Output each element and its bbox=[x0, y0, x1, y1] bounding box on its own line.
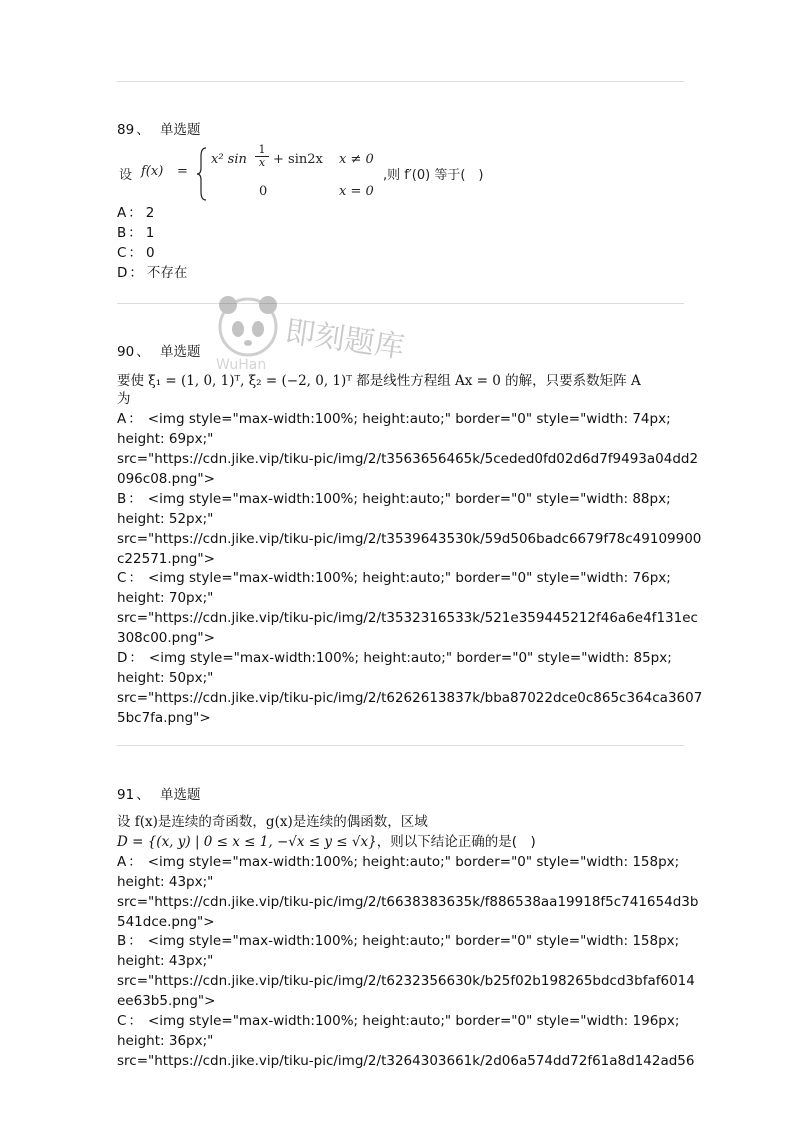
question-number: 91 bbox=[117, 787, 135, 803]
option-text-line: 308c00.png"> bbox=[117, 630, 215, 646]
divider-top bbox=[117, 81, 684, 82]
option-text: 不存在 bbox=[146, 265, 188, 281]
question-90-stem-line1: 要使 ξ₁ = (1, 0, 1)ᵀ, ξ₂ = (−2, 0, 1)ᵀ 都是线性方程组 Ax = 0 的解，只要系数矩阵 A bbox=[117, 373, 641, 389]
option-text-line: height: 43px;" bbox=[117, 953, 214, 969]
question-89-header bbox=[117, 118, 200, 138]
option-89-b[interactable]: B ： 1 bbox=[117, 225, 155, 241]
option-text-line: <img style="max-width:100%; height:auto;" border="0" style="width: 196px; bbox=[147, 1013, 680, 1029]
question-number: 89 bbox=[117, 122, 135, 138]
case1-expr: x² sin bbox=[211, 152, 247, 167]
option-text: 2 bbox=[145, 205, 155, 221]
option-89-a[interactable]: A ： 2 bbox=[117, 205, 155, 221]
option-89-c[interactable]: C ： 0 bbox=[117, 245, 155, 261]
watermark-small-text: WuHan bbox=[216, 357, 267, 373]
option-text-line: <img style="max-width:100%; height:auto;" border="0" style="width: 74px; bbox=[147, 411, 671, 427]
case1-numerator: 1 bbox=[258, 143, 266, 156]
left-brace bbox=[195, 146, 209, 202]
option-text-line: height: 36px;" bbox=[117, 1033, 214, 1049]
stem-math: D = {(x, y) | 0 ≤ x ≤ 1, −√x ≤ y ≤ √x} bbox=[117, 834, 377, 850]
option-text: 0 bbox=[145, 245, 155, 261]
option-text-line: height: 50px;" bbox=[117, 670, 214, 686]
case1-cond: x ≠ 0 bbox=[339, 152, 374, 167]
option-text-line: src="https://cdn.jike.vip/tiku-pic/img/2/t6638383635k/f886538aa19918f5c741654d3b bbox=[117, 894, 699, 910]
option-text-line: <img style="max-width:100%; height:auto;" border="0" style="width: 85px; bbox=[148, 650, 672, 666]
option-text: 1 bbox=[145, 225, 155, 241]
option-text-line: <img style="max-width:100%; height:auto;" border="0" style="width: 158px; bbox=[147, 854, 680, 870]
case2-expr: 0 bbox=[259, 184, 268, 199]
panda-icon bbox=[219, 296, 277, 355]
question-91-header bbox=[117, 783, 200, 803]
question-type: 单选题 bbox=[159, 344, 201, 360]
option-text-line: height: 70px;" bbox=[117, 590, 214, 606]
case2-cond: x = 0 bbox=[339, 184, 374, 199]
option-text-line: 5bc7fa.png"> bbox=[117, 710, 211, 726]
option-text-line: 096c08.png"> bbox=[117, 471, 215, 487]
stem-eq: = bbox=[177, 164, 188, 179]
option-text-line: <img style="max-width:100%; height:auto;" border="0" style="width: 76px; bbox=[147, 570, 671, 586]
question-sep: 、 bbox=[136, 344, 150, 360]
question-91-stem-line1: 设 f(x)是连续的奇函数，g(x)是连续的偶函数，区域 bbox=[117, 814, 428, 830]
question-90-header bbox=[117, 340, 200, 360]
option-text-line: src="https://cdn.jike.vip/tiku-pic/img/2/t6262613837k/bba87022dce0c865c364ca3607 bbox=[117, 690, 703, 706]
case1-denominator: x bbox=[255, 156, 269, 169]
question-91-stem-line2 bbox=[117, 830, 536, 850]
option-text-line: height: 69px;" bbox=[117, 431, 214, 447]
stem-tail: ,则 f′(0) 等于( ) bbox=[383, 168, 484, 183]
option-text-line: <img style="max-width:100%; height:auto;" border="0" style="width: 158px; bbox=[147, 933, 680, 949]
option-text-line: ee63b5.png"> bbox=[117, 993, 216, 1009]
option-text-line: src="https://cdn.jike.vip/tiku-pic/img/2/t6232356630k/b25f02b198265bdcd3bfaf6014 bbox=[117, 973, 695, 989]
option-89-d[interactable]: D ： 不存在 bbox=[117, 265, 188, 281]
option-text-line: height: 52px;" bbox=[117, 511, 214, 527]
option-text-line: height: 43px;" bbox=[117, 874, 214, 890]
watermark-logo bbox=[210, 285, 430, 425]
option-text-line: <img style="max-width:100%; height:auto;" border="0" style="width: 88px; bbox=[147, 491, 671, 507]
option-text-line: c22571.png"> bbox=[117, 551, 215, 567]
case1-frac bbox=[255, 144, 269, 169]
question-90-stem-line2: 为 bbox=[117, 391, 131, 407]
option-text-line: src="https://cdn.jike.vip/tiku-pic/img/2/t3532316533k/521e359445212f46a6e4f131ec bbox=[117, 610, 698, 626]
question-type: 单选题 bbox=[159, 787, 201, 803]
stem-lead: 设 bbox=[119, 168, 133, 183]
question-sep: 、 bbox=[136, 122, 150, 138]
divider-q90-q91 bbox=[117, 745, 684, 746]
question-number: 90 bbox=[117, 344, 135, 360]
question-type: 单选题 bbox=[159, 122, 201, 138]
option-text-line: src="https://cdn.jike.vip/tiku-pic/img/2/t3539643530k/59d506badc6679f78c49109900 bbox=[117, 531, 702, 547]
question-sep: 、 bbox=[136, 787, 150, 803]
watermark-text: 即刻题库 bbox=[282, 314, 407, 366]
stem-tail: ，则以下结论正确的是( ) bbox=[376, 834, 536, 850]
case1-tail: + sin2x bbox=[273, 152, 323, 167]
stem-fx: f(x) bbox=[141, 164, 164, 179]
option-text-line: src="https://cdn.jike.vip/tiku-pic/img/2/t3264303661k/2d06a574dd72f61a8d142ad56 bbox=[117, 1053, 695, 1069]
question-89-stem bbox=[117, 143, 537, 204]
option-text-line: 541dce.png"> bbox=[117, 914, 215, 930]
option-text-line: src="https://cdn.jike.vip/tiku-pic/img/2/t3563656465k/5ceded0fd02d6d7f9493a04dd2 bbox=[117, 451, 699, 467]
